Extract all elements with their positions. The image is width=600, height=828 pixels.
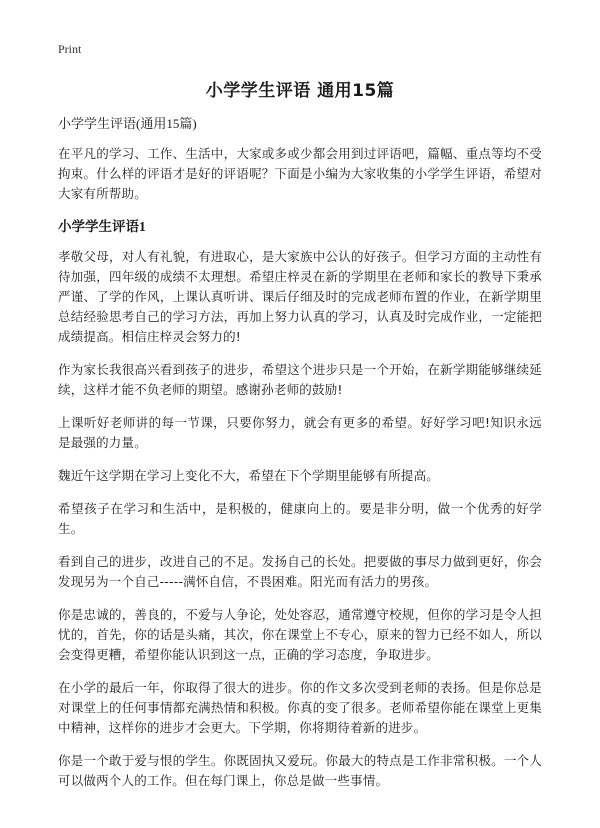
comment-paragraph: 希望孩子在学习和生活中，是积极的，健康向上的。要是非分明，做一个优秀的好学生。 <box>58 501 542 536</box>
comment-paragraph: 作为家长我很高兴看到孩子的进步，希望这个进步只是一个开始，在新学期能够继续延续，这样才能不负老师的期望。感谢孙老师的鼓励! <box>58 362 542 397</box>
intro-paragraph: 在平凡的学习、工作、生活中，大家或多或少都会用到过评语吧，篇幅、重点等均不受拘束。什么样的评语才是好的评语呢？下面是小编为大家收集的小学学生评语，希望对大家有所帮助。 <box>58 146 542 201</box>
comment-paragraph: 你是忠诚的，善良的，不爱与人争论，处处容忍，通常遵守校规，但你的学习是令人担忧的，首先，你的话是头痛，其次，你在课堂上不专心，原来的智力已经不如人，所以会变得更糟，希望你能认识到这一点，正确的学习态度，争取进步。 <box>58 607 542 662</box>
page-title: 小学学生评语 通用15篇 <box>205 81 395 101</box>
comment-paragraph: 上课听好老师讲的每一节课，只要你努力，就会有更多的希望。好好学习吧!知识永远是最强的力量。 <box>58 415 542 450</box>
comment-paragraph: 看到自己的进步，改进自己的不足。发扬自己的长处。把要做的事尽力做到更好，你会发现另为一个自己-----满怀自信，不畏困难。阳光而有活力的男孩。 <box>58 554 542 589</box>
comment-paragraph: 魏近午这学期在学习上变化不大，希望在下个学期里能够有所提高。 <box>58 468 440 483</box>
page-subtitle: 小学学生评语(通用15篇) <box>58 116 197 131</box>
comment-paragraph: 在小学的最后一年，你取得了很大的进步。你的作文多次受到老师的表扬。但是你总是对课堂上的任何事情都充满热情和积极。你真的变了很多。老师希望你能在课堂上更集中精神，这样你的进步才会更大。下学期，你将期待着新的进步。 <box>58 680 542 735</box>
comment-paragraph: 你是一个敢于爱与恨的学生。你既固执又爱玩。你最大的特点是工作非常积极。一个人可以做两个人的工作。但在每门课上，你总是做一些事情。 <box>58 753 542 788</box>
section-heading: 小学学生评语1 <box>58 219 146 234</box>
comment-paragraph: 孝敬父母，对人有礼貌，有进取心，是大家族中公认的好孩子。但学习方面的主动性有待加强，四年级的成绩不太理想。希望庄梓灵在新的学期里在老师和家长的教导下秉承严谨、了学的作风，上课认真听讲、课后仔细及时的完成老师布置的作业，在新学期里总结经验思考自己的学习方法，再加上努力认真的学习，认真及时完成作业，一定能把成绩提高。相信庄梓灵会努力的! <box>58 249 542 344</box>
print-label: Print <box>58 42 82 56</box>
